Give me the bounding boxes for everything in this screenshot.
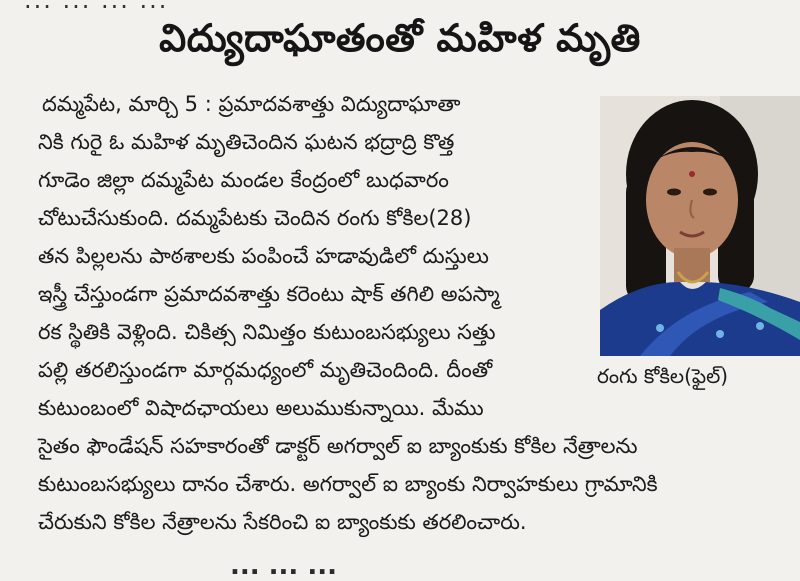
article-line: పల్లి తరలిస్తుండగా మార్గమధ్యంలో మృతిచెందింది. దీంతో [38,358,493,382]
bottom-fragment-text: ... ... ... [230,551,337,581]
top-fragment-text: ... ... ... ... [24,0,169,14]
portrait-illustration [600,96,800,356]
article-line: కుటుంబంలో విషాదఛాయలు అలుముకున్నాయి. మేము [38,396,484,420]
article-line: దమ్మపేట, మార్చి 5 : ప్రమాదవశాత్తు విద్యుదాఘాతా [42,92,461,116]
article-line: గూడెం జిల్లా దమ్మపేట మండల కేంద్రంలో బుధవారం [38,168,449,192]
portrait-photo [600,96,800,356]
bottom-article-fragment [0,549,800,581]
photo-caption: రంగు కోకిల(ఫైల్) [597,364,729,388]
article-line: కుటుంబసభ్యులు దానం చేశారు. అగర్వాల్ ఐ బ్యాంకు నిర్వాహకులు గ్రామానికి [38,472,658,496]
article-line: రక స్థితికి వెళ్లింది. చికిత్స నిమిత్తం కుటుంబసభ్యులు సత్తు [38,320,496,344]
article-line: చోటుచేసుకుంది. దమ్మపేటకు చెందిన రంగు కోకిల(28) [38,206,472,230]
article-line: సైతం ఫౌండేషన్ సహకారంతో డాక్టర్ అగర్వాల్ ఐ బ్యాంకుకు కోకిల నేత్రాలను [38,434,638,458]
article-line: ఇస్త్రీ చేస్తుండగా ప్రమాదవశాత్తు కరెంటు షాక్ తగిలి అపస్మా [38,282,500,306]
article-line: చేరుకుని కోకిల నేత్రాలను సేకరించి ఐ బ్యాంకుకు తరలించారు. [38,510,527,534]
headline: విద్యుదాఘాతంతో మహిళ మృతి [159,16,641,60]
article-line: తన పిల్లలను పాఠశాలకు పంపించే హడావుడిలో దుస్తులు [38,244,489,268]
article-line: నికి గురై ఓ మహిళ మృతిచెందిన ఘటన భద్రాద్రి కొత్త [38,130,455,154]
